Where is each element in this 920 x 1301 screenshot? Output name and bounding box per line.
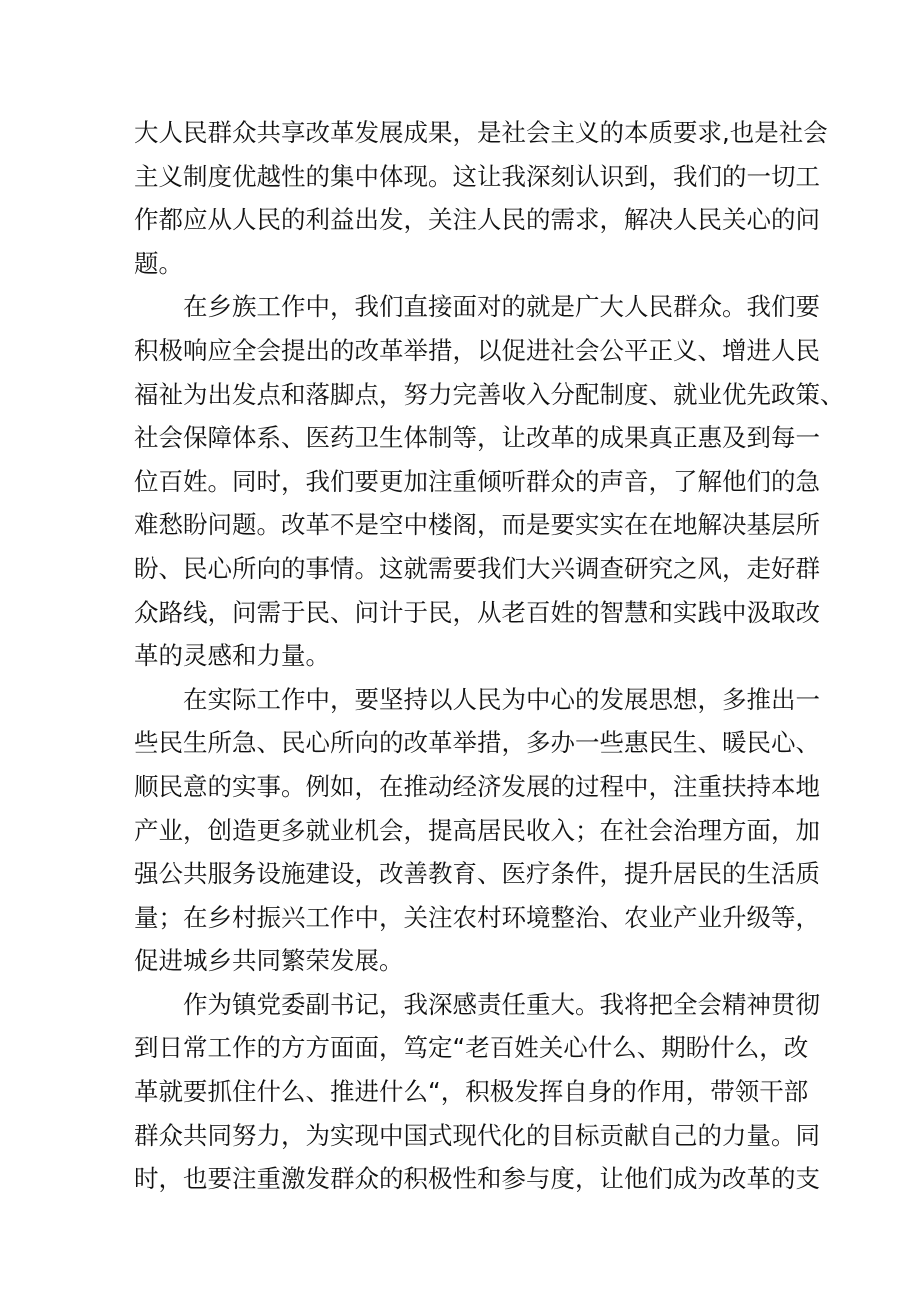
text-line: 积 极 响 应 全 会 提 出 的 改 革 举 措 ， 以 促 进 社 会 公 平 正 义 、 增 进 人 民 xyxy=(134,335,820,365)
paragraph-first-line: 作 为 镇 党 委 副 书 记 ， 我 深 感 责 任 重 大 。 我 将 把 全 会 精 神 贯 彻 xyxy=(183,989,820,1019)
text-line: 福 祉 为 出 发 点 和 落 脚 点 ， 努 力 完 善 收 入 分 配 制 度 、 就 业 优 先 政 策 、 xyxy=(134,379,845,409)
text-line: 主 义 制 度 优 越 性 的 集 中 体 现 。 这 让 我 深 刻 认 识 到 ， 我 们 的 一 切 工 xyxy=(134,161,820,191)
text-line: 革的灵感和力量。 xyxy=(134,641,330,671)
text-line: 些 民 生 所 急 、 民 心 所 向 的 改 革 举 措 ， 多 办 一 些 惠 民 生 、 暖 民 心 、 xyxy=(134,728,820,758)
text-line: 大 人 民 群 众 共 享 改 革 发 展 成 果 ， 是 社 会 主 义 的 本 质 要 求 , 也 是 社 会 xyxy=(134,118,828,147)
text-line: 社 会 保 障 体 系 、 医 药 卫 生 体 制 等 ， 让 改 革 的 成 果 真 正 惠 及 到 每 一 xyxy=(134,423,820,453)
text-line: 强 公 共 服 务 设 施 建 设 ， 改 善 教 育 、 医 疗 条 件 ， 提 升 居 民 的 生 活 质 xyxy=(134,859,820,889)
paragraph-first-line: 在 实 际 工 作 中 ， 要 坚 持 以 人 民 为 中 心 的 发 展 思 想 ， 多 推 出 一 xyxy=(183,684,820,714)
text-line: 群 众 共 同 努 力 ， 为 实 现 中 国 式 现 代 化 的 目 标 贡 献 自 己 的 力 量 。 同 xyxy=(134,1120,820,1150)
text-line: 盼 、 民 心 所 向 的 事 情 。 这 就 需 要 我 们 大 兴 调 查 研 究 之 风 ， 走 好 群 xyxy=(134,553,820,583)
paragraph-first-line: 在 乡 族 工 作 中 ， 我 们 直 接 面 对 的 就 是 广 大 人 民 群 众 。 我 们 要 xyxy=(183,292,820,322)
text-line: 难 愁 盼 问 题 。 改 革 不 是 空 中 楼 阁 ， 而 是 要 实 实 在 在 地 解 决 基 层 所 xyxy=(134,510,820,540)
text-line: 时 ， 也 要 注 重 激 发 群 众 的 积 极 性 和 参 与 度 ， 让 他 们 成 为 改 革 的 支 xyxy=(134,1164,820,1194)
text-line: 产 业 ， 创 造 更 多 就 业 机 会 ， 提 高 居 民 收 入 ； 在 社 会 治 理 方 面 ， 加 xyxy=(134,815,820,845)
text-line: 促进城乡共同繁荣发展。 xyxy=(134,946,404,976)
text-line: 到 日 常 工 作 的 方 方 面 面 ， 笃 定 “ 老 百 姓 关 心 什 么 、 期 盼 什 么 ， 改 xyxy=(134,1033,809,1063)
text-line: 题。 xyxy=(134,248,183,278)
document-body xyxy=(134,111,845,1201)
text-line: 顺 民 意 的 实 事 。 例 如 ， 在 推 动 经 济 发 展 的 过 程 中 ， 注 重 扶 持 本 地 xyxy=(134,771,820,801)
text-line: 作 都 应 从 人 民 的 利 益 出 发 ， 关 注 人 民 的 需 求 ， 解 决 人 民 关 心 的 问 xyxy=(134,205,820,235)
text-line: 量 ； 在 乡 村 振 兴 工 作 中 ， 关 注 农 村 环 境 整 治 、 农 业 产 业 升 级 等 ， xyxy=(134,902,820,932)
text-line: 众 路 线 ， 问 需 于 民 、 问 计 于 民 ， 从 老 百 姓 的 智 慧 和 实 践 中 汲 取 改 xyxy=(134,597,820,627)
text-line: 革 就 要 抓 住 什 么 、 推 进 什 么 “ ， 积 极 发 挥 自 身 的 作 用 ， 带 领 干 部 xyxy=(134,1077,809,1107)
text-line: 位 百 姓 。 同 时 ， 我 们 要 更 加 注 重 倾 听 群 众 的 声 音 ， 了 解 他 们 的 急 xyxy=(134,466,820,496)
